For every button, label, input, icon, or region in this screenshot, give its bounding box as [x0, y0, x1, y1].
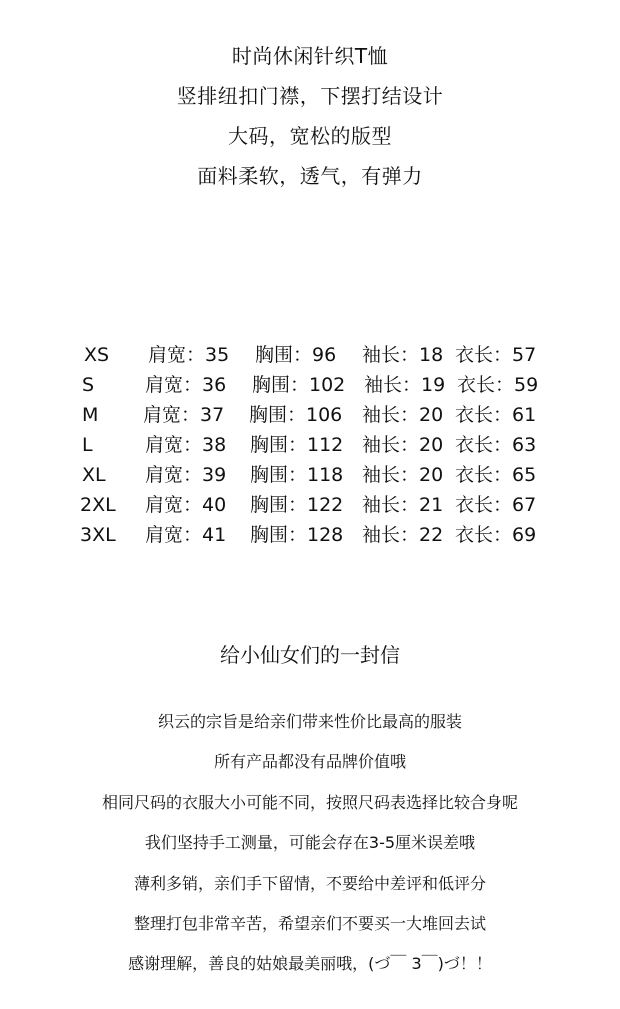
bust: 胸围：122 — [250, 494, 344, 516]
size-label: XL — [82, 464, 106, 486]
bust: 胸围：96 — [255, 344, 337, 366]
feature-list — [0, 44, 620, 204]
bust: 胸围：112 — [250, 434, 344, 456]
shoulder-width: 肩宽：39 — [145, 464, 227, 486]
sleeve-length: 袖长：20 — [362, 404, 444, 426]
size-label: XS — [84, 344, 110, 366]
sleeve-length: 袖长：21 — [362, 494, 444, 516]
sleeve-length: 袖长：20 — [362, 464, 444, 486]
letter-line: 所有产品都没有品牌价值哦 — [213, 752, 406, 772]
sleeve-length: 袖长：22 — [362, 524, 444, 546]
size-label: S — [82, 374, 95, 396]
size-row — [0, 490, 620, 520]
letter-line: 整理打包非常辛苦，希望亲们不要买一大堆回去试 — [133, 913, 486, 933]
bust: 胸围：106 — [249, 404, 343, 426]
letter-body — [0, 711, 620, 994]
letter-line: 相同尺码的衣服大小可能不同，按照尺码表选择比较合身呢 — [101, 792, 518, 812]
sleeve-length: 袖长：19 — [364, 374, 446, 396]
shoulder-width: 肩宽：37 — [143, 404, 225, 426]
size-row — [0, 520, 620, 550]
letter-line: 薄利多销，亲们手下留情，不要给中差评和低评分 — [133, 873, 486, 893]
size-row — [0, 340, 620, 370]
size-row — [0, 370, 620, 400]
size-row — [0, 460, 620, 490]
garment-length: 衣长：63 — [455, 434, 537, 456]
letter-line: 织云的宗旨是给亲们带来性价比最高的服装 — [157, 712, 462, 731]
bust: 胸围：118 — [250, 464, 344, 486]
sleeve-length: 袖长：20 — [362, 434, 444, 456]
size-row — [0, 400, 620, 430]
shoulder-width: 肩宽：35 — [148, 344, 230, 366]
shoulder-width: 肩宽：40 — [145, 494, 227, 516]
size-label: M — [82, 404, 99, 426]
feature-line: 时尚休闲针织T恤 — [231, 44, 389, 68]
size-label: 3XL — [80, 524, 116, 546]
letter-line: 感谢理解，善良的姑娘最美丽哦，(づ￣ 3￣)づ！！ — [128, 954, 492, 974]
bust: 胸围：128 — [250, 524, 344, 546]
garment-length: 衣长：57 — [455, 344, 537, 366]
shoulder-width: 肩宽：41 — [145, 524, 227, 546]
feature-line: 大码，宽松的版型 — [228, 124, 392, 148]
garment-length: 衣长：67 — [455, 494, 537, 516]
size-label: 2XL — [80, 494, 116, 516]
shoulder-width: 肩宽：38 — [145, 434, 227, 456]
feature-line: 面料柔软，透气，有弹力 — [197, 164, 423, 188]
sleeve-length: 袖长：18 — [362, 344, 444, 366]
garment-length: 衣长：65 — [455, 464, 537, 486]
letter-line: 我们坚持手工测量，可能会存在3-5厘米误差哦 — [144, 833, 476, 853]
size-label: L — [82, 434, 93, 456]
size-row — [0, 430, 620, 460]
garment-length: 衣长：69 — [455, 524, 537, 546]
garment-length: 衣长：59 — [457, 374, 539, 396]
size-table — [0, 340, 620, 550]
shoulder-width: 肩宽：36 — [145, 374, 227, 396]
feature-line: 竖排纽扣门襟，下摆打结设计 — [176, 84, 444, 108]
letter-title: 给小仙女们的一封信 — [220, 643, 400, 667]
bust: 胸围：102 — [252, 374, 346, 396]
garment-length: 衣长：61 — [455, 404, 537, 426]
